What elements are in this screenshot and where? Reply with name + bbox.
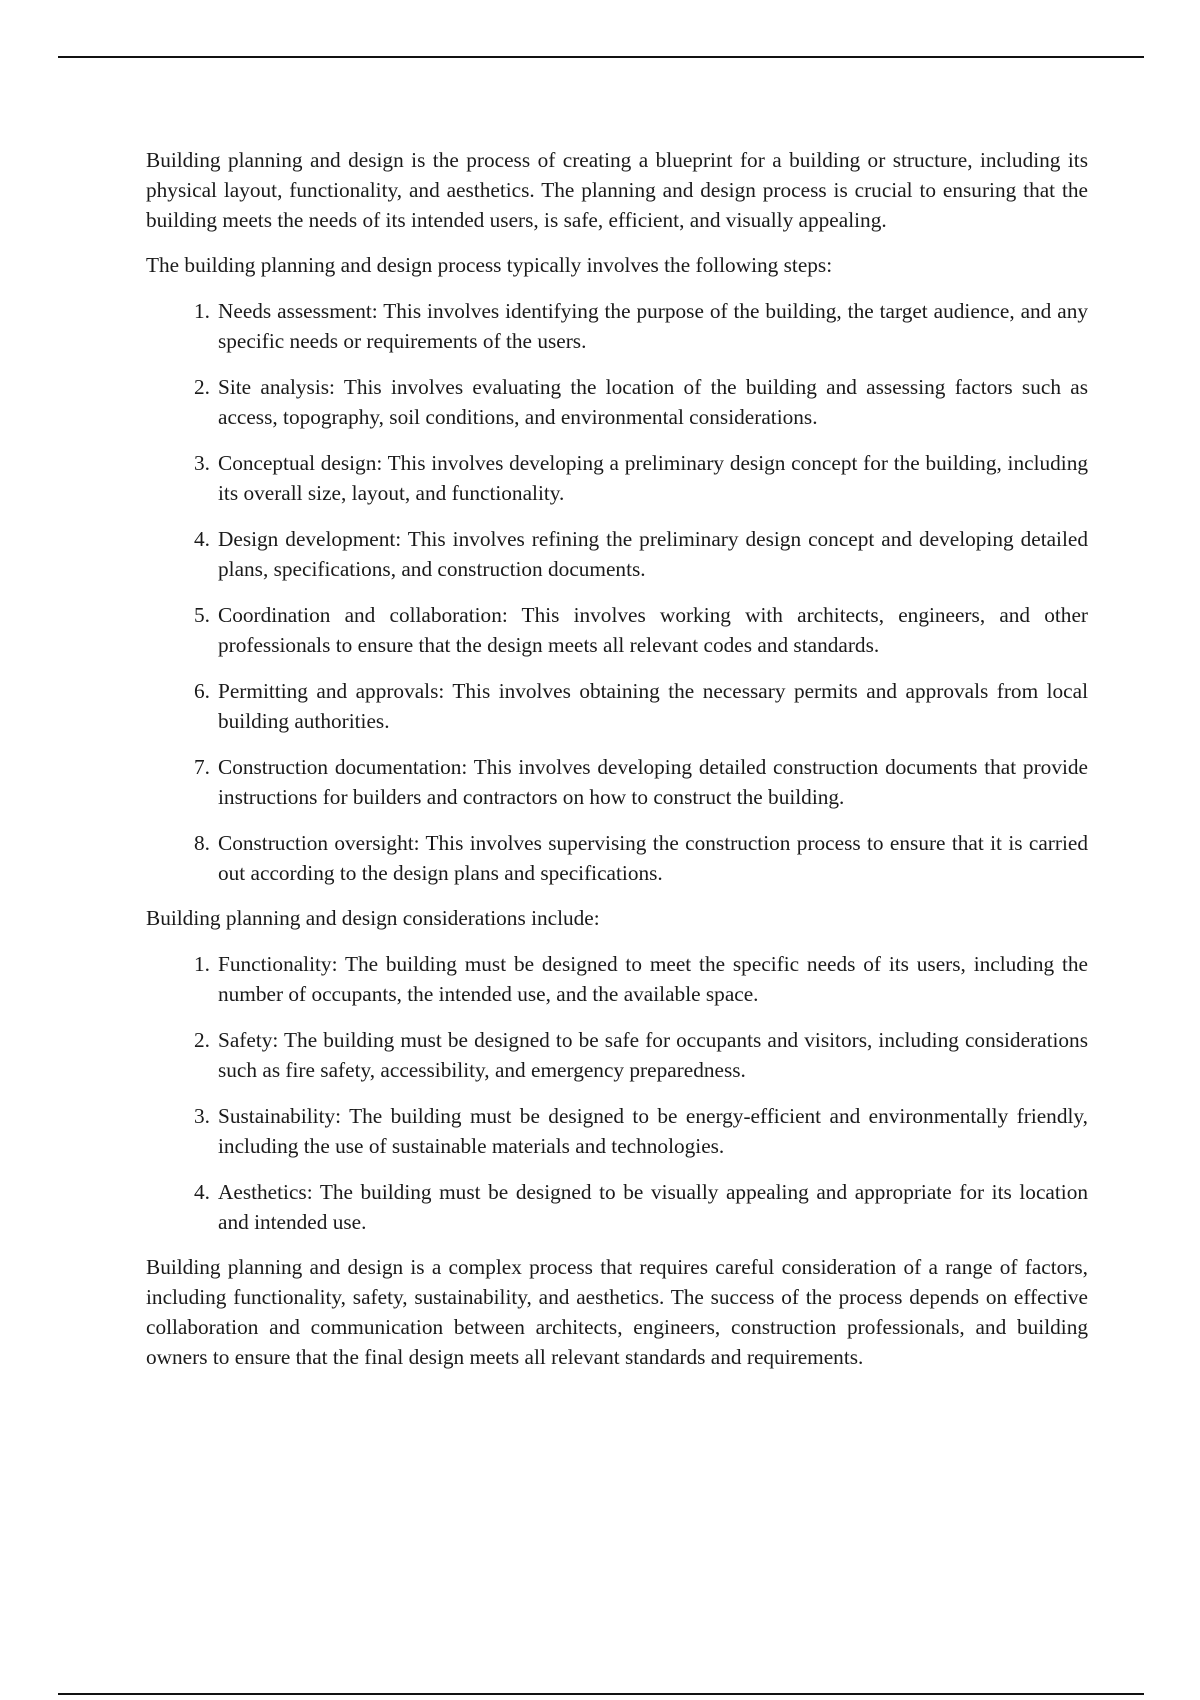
steps-list <box>146 296 1088 888</box>
list-item-text: Design development: This involves refining the preliminary design concept and developing detailed plans, specifications, and construction documents. <box>218 527 1088 581</box>
list-item-text: Aesthetics: The building must be designed to be visually appealing and appropriate for its location and intended use. <box>218 1180 1088 1234</box>
list-item-number: 8 . <box>180 828 210 858</box>
list-item-number: 1 . <box>180 296 210 326</box>
list-item-text: Needs assessment: This involves identifying the purpose of the building, the target audience, and any specific needs or requirements of the users. <box>218 299 1088 353</box>
list-item-number: 1 . <box>180 949 210 979</box>
intro-paragraph: Building planning and design is the process of creating a blueprint for a building or structure, including its physical layout, functionality, and aesthetics. The planning and design process is crucial to ensuring that the building meets the needs of its intended users, is safe, efficient, and visually appealing. <box>146 148 1088 232</box>
list-item <box>146 1177 1088 1237</box>
list-item-number: 7 . <box>180 752 210 782</box>
list-item <box>146 600 1088 660</box>
considerations-intro: Building planning and design considerations include: <box>146 906 600 930</box>
list-item-number: 4 . <box>180 524 210 554</box>
list-item <box>146 949 1088 1009</box>
list-item-number: 4 . <box>180 1177 210 1207</box>
list-item <box>146 448 1088 508</box>
list-item <box>146 828 1088 888</box>
list-item-number: 2 . <box>180 1025 210 1055</box>
list-item <box>146 676 1088 736</box>
list-item-number: 5 . <box>180 600 210 630</box>
list-item-number: 2 . <box>180 372 210 402</box>
list-item-text: Sustainability: The building must be designed to be energy-efficient and environmentally friendly, including the use of sustainable materials and technologies. <box>218 1104 1088 1158</box>
list-item-text: Conceptual design: This involves developing a preliminary design concept for the building, including its overall size, layout, and functionality. <box>218 451 1088 505</box>
list-item-number: 6 . <box>180 676 210 706</box>
list-item-text: Safety: The building must be designed to be safe for occupants and visitors, including considerations such as fire safety, accessibility, and emergency preparedness. <box>218 1028 1088 1082</box>
list-item-text: Functionality: The building must be designed to meet the specific needs of its users, including the number of occupants, the intended use, and the available space. <box>218 952 1088 1006</box>
list-item-text: Site analysis: This involves evaluating the location of the building and assessing factors such as access, topography, soil conditions, and environmental considerations. <box>218 375 1088 429</box>
document-body <box>146 145 1088 1387</box>
list-item-text: Construction documentation: This involves developing detailed construction documents that provide instructions for builders and contractors on how to construct the building. <box>218 755 1088 809</box>
list-item-text: Coordination and collaboration: This involves working with architects, engineers, and other professionals to ensure that the design meets all relevant codes and standards. <box>218 603 1088 657</box>
list-item-number: 3 . <box>180 448 210 478</box>
footer-rule <box>58 1693 1144 1695</box>
list-item-text: Permitting and approvals: This involves obtaining the necessary permits and approvals from local building authorities. <box>218 679 1088 733</box>
conclusion-paragraph: Building planning and design is a complex process that requires careful consideration of a range of factors, including functionality, safety, sustainability, and aesthetics. The success of the process depends on effective collaboration and communication between architects, engineers, construction professionals, and building owners to ensure that the final design meets all relevant standards and requirements. <box>146 1255 1088 1369</box>
list-item <box>146 752 1088 812</box>
header-rule <box>58 56 1144 58</box>
list-item <box>146 372 1088 432</box>
list-item-number: 3 . <box>180 1101 210 1131</box>
list-item <box>146 1101 1088 1161</box>
list-item-text: Construction oversight: This involves supervising the construction process to ensure that it is carried out according to the design plans and specifications. <box>218 831 1088 885</box>
considerations-list <box>146 949 1088 1237</box>
steps-intro: The building planning and design process typically involves the following steps: <box>146 253 833 277</box>
list-item <box>146 1025 1088 1085</box>
list-item <box>146 296 1088 356</box>
list-item <box>146 524 1088 584</box>
